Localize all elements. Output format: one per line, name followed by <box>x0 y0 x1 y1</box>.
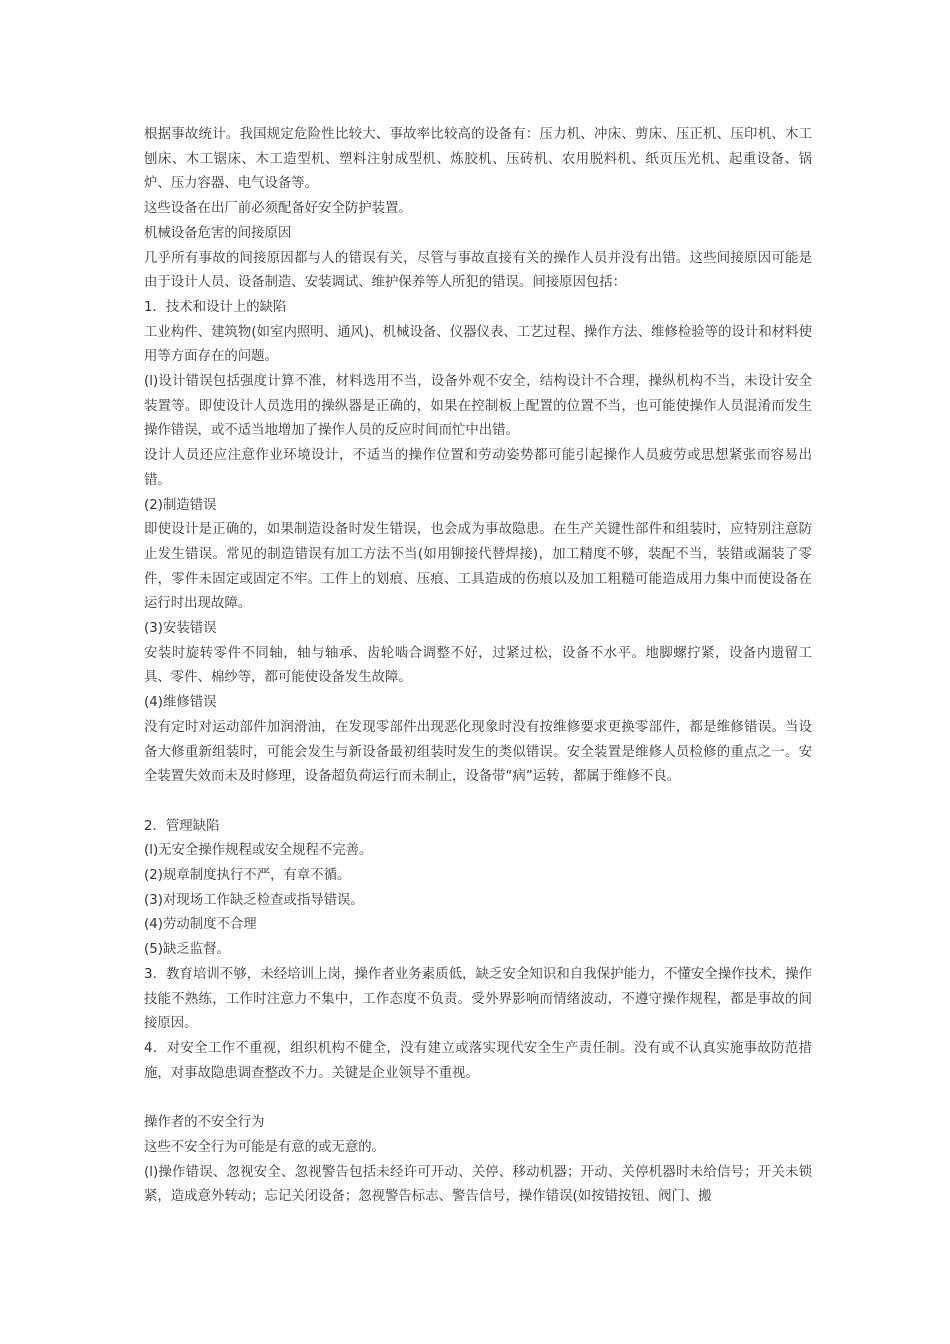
heading-unsafe-behavior: 操作者的不安全行为 <box>144 1115 265 1131</box>
list-item-management-1: (l)无安全操作规程或安全规程不完善。 <box>144 843 373 859</box>
paragraph-operation-errors: (l)操作错误、忽视安全、忽视警告包括未经许可开动、关停、移动机器；开动、关停机器时未给信号；开关未锁紧，造成意外转动；忘记关闭设备；忽视警告标志、警告信号，操作错误(如按错按钮、阀门、搬 <box>144 1164 812 1205</box>
heading-installation-errors: (3)安装错误 <box>144 621 217 637</box>
paragraph-safety-devices: 这些设备在出厂前必须配备好安全防护装置。 <box>144 201 412 217</box>
heading-manufacturing-errors: (2)制造错误 <box>144 497 217 513</box>
blank-line <box>144 1086 812 1111</box>
paragraph-manufacturing-errors: 即使设计是正确的，如果制造设备时发生错误，也会成为事故隐患。在生产关键性部件和组装时，应特别注意防止发生错误。常见的制造错误有加工方法不当(如用铆接代替焊接)，加工精度不够，装配不当，装错或漏装了零件，零件未固定或固定不牢。工件上的划痕、压痕、工具造成的伤痕以及加工粗糙可能造成用力集中而使设备在运行时出现故障。 <box>144 522 812 612</box>
blank-line <box>144 790 812 815</box>
heading-design-defects: 1．技术和设计上的缺陷 <box>144 299 287 315</box>
heading-management-defects: 2．管理缺陷 <box>144 818 220 834</box>
paragraph-safety-neglect: 4．对安全工作不重视，组织机构不健全，没有建立或落实现代安全生产责任制。没有或不认真实施事故防范措施，对事故隐患调查整改不力。关键是企业领导不重视。 <box>144 1041 812 1081</box>
list-item-management-5: (5)缺乏监督。 <box>144 942 230 958</box>
paragraph-unsafe-behavior-intro: 这些不安全行为可能是有意的或无意的。 <box>144 1139 386 1155</box>
paragraph-indirect-causes-intro: 几乎所有事故的间接原因都与人的错误有关，尽管与事故直接有关的操作人员并没有出错。这些间接原因可能是由于设计人员、设备制造、安装调试、维护保养等人所犯的错误。间接原因包括： <box>144 250 812 291</box>
paragraph-training: 3．教育培训不够，未经培训上岗，操作者业务素质低，缺乏安全知识和自我保护能力，不懂安全操作技术，操作技能不熟练，工作时注意力不集中，工作态度不负责。受外界影响而情绪波动，不遵守操作规程，都是事故的间接原因。 <box>144 966 812 1032</box>
list-item-management-2: (2)规章制度执行不严，有章不循。 <box>144 868 351 884</box>
paragraph-equipment-statistics: 根据事故统计。我国规定危险性比较大、事故率比较高的设备有：压力机、冲床、剪床、压正机、压印机、木工刨床、木工锯床、木工造型机、塑料注射成型机、炼胶机、压砖机、农用脱料机、纸页压光机、起重设备、锅炉、压力容器、电气设备等。 <box>144 127 812 192</box>
paragraph-design-errors: (l)设计错误包括强度计算不准，材料选用不当，设备外观不安全，结构设计不合理，操纵机构不当，未设计安全装置等。即使设计人员选用的操纵器是正确的，如果在控制板上配置的位置不当，也可能使操作人员混淆而发生操作错误，或不适当地增加了操作人员的反应时间而忙中出错。 <box>144 374 812 439</box>
document-body <box>144 123 812 1210</box>
paragraph-design-issues: 工业构件、建筑物(如室内照明、通风)、机械设备、仪器仪表、工艺过程、操作方法、维修检验等的设计和材料使用等方面存在的问题。 <box>144 324 812 365</box>
heading-maintenance-errors: (4)维修错误 <box>144 695 217 711</box>
list-item-management-3: (3)对现场工作缺乏检查或指导错误。 <box>144 892 364 908</box>
paragraph-installation-errors: 安装时旋转零件不同轴，轴与轴承、齿轮啮合调整不好，过紧过松，设备不水平。地脚螺拧紧，设备内遗留工具、零件、棉纱等，都可能使设备发生故障。 <box>144 645 812 686</box>
list-item-management-4: (4)劳动制度不合理 <box>144 917 257 933</box>
paragraph-environment-design: 设计人员还应注意作业环境设计，不适当的操作位置和劳动姿势都可能引起操作人员疲劳或思想紧张而容易出错。 <box>144 448 812 488</box>
paragraph-maintenance-errors: 没有定时对运动部件加润滑油，在发现零部件出现恶化现象时没有按维修要求更换零部件，都是维修错误。当设备大修重新组装时，可能会发生与新设备最初组装时发生的类似错误。安全装置是维修人员检修的重点之一。安全装置失效而未及时修理，设备超负荷运行而未制止，设备带“病”运转，都属于维修不良。 <box>144 719 812 785</box>
heading-indirect-causes: 机械设备危害的间接原因 <box>144 225 292 241</box>
